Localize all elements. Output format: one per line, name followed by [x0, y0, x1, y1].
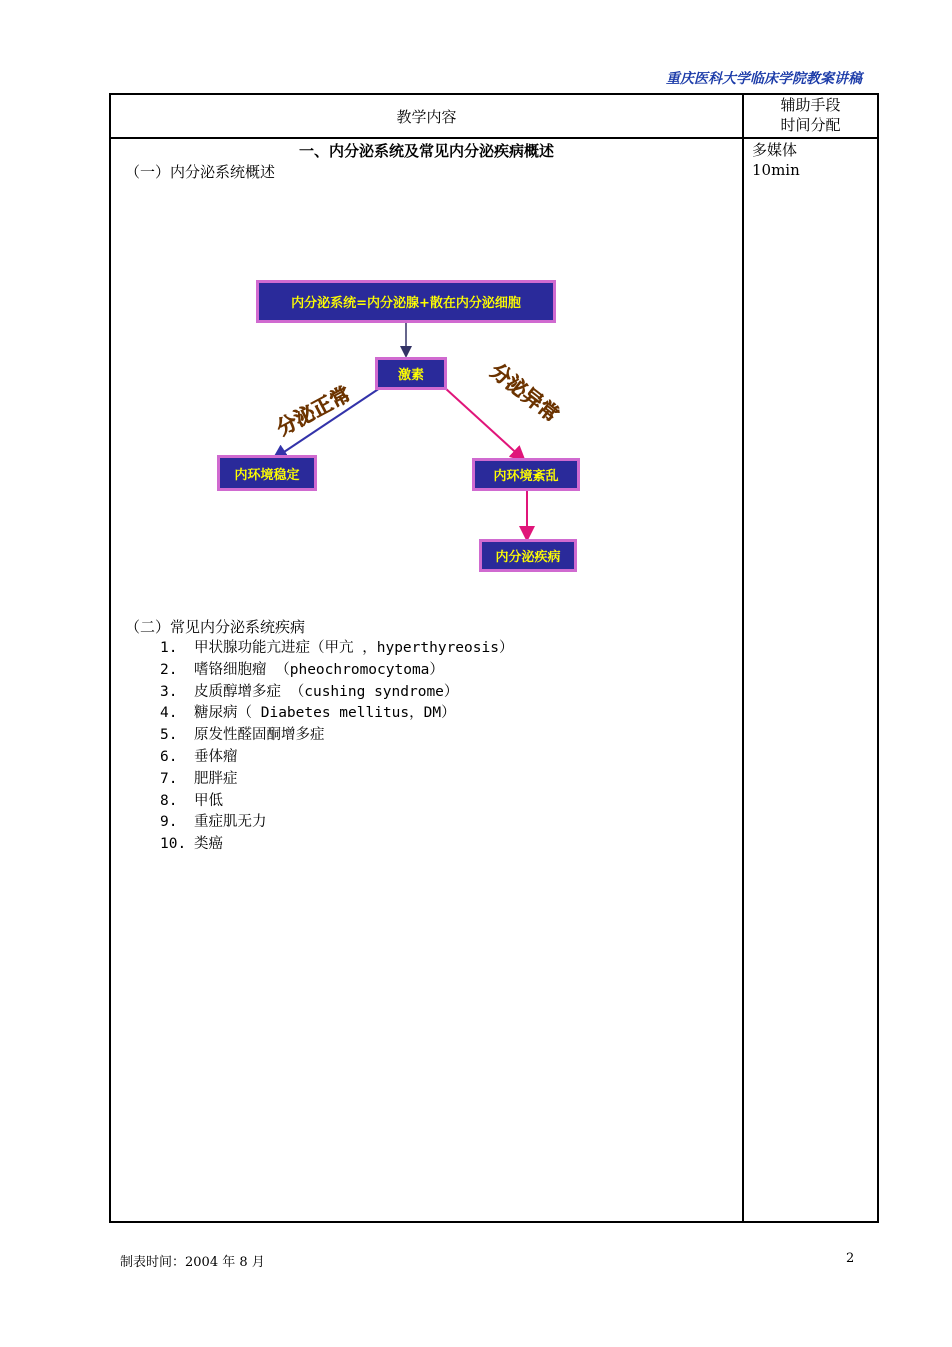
list-item: 8. 甲低 — [160, 792, 223, 809]
box-hormone: 激素 — [375, 357, 447, 390]
list-item: 2. 嗜铬细胞瘤 （pheochromocytoma） — [160, 661, 444, 678]
list-item: 7. 肥胖症 — [160, 770, 238, 787]
aids-header-line1: 辅助手段 — [780, 96, 841, 114]
endocrine-diagram — [205, 275, 605, 585]
page-number: 2 — [846, 1251, 855, 1266]
label-abnormal: 分泌异常 — [485, 358, 564, 427]
side-media: 多媒体 — [752, 141, 798, 159]
list-item: 5. 原发性醛固酮增多症 — [160, 727, 325, 744]
list-item: 4. 糖尿病（ Diabetes mellitus，DM） — [160, 705, 456, 722]
list-item: 9. 重症肌无力 — [160, 814, 267, 831]
subsection-overview: （一）内分泌系统概述 — [125, 163, 276, 181]
institution-header: 重庆医科大学临床学院教案讲稿 — [666, 71, 862, 87]
column-header-aids — [744, 95, 877, 137]
aids-header-line2: 时间分配 — [780, 116, 841, 134]
column-divider — [742, 93, 744, 1223]
footer-made-time: 制表时间：2004 年 8 月 — [120, 1255, 265, 1270]
box-endocrine-system: 内分泌系统=内分泌腺+散在内分泌细胞 — [256, 280, 556, 323]
subsection-diseases: （二）常见内分泌系统疾病 — [125, 618, 306, 636]
box-homeostasis: 内环境稳定 — [217, 455, 317, 491]
arrow-abnormal — [445, 388, 523, 459]
list-item: 6. 垂体瘤 — [160, 748, 238, 765]
label-normal: 分泌正常 — [272, 381, 355, 441]
header-divider — [109, 137, 879, 139]
side-time: 10min — [752, 161, 800, 179]
section-title: 一、内分泌系统及常见内分泌疾病概述 — [298, 142, 554, 160]
box-endocrine-disease: 内分泌疾病 — [479, 539, 577, 572]
disease-list — [160, 638, 513, 856]
list-item: 1. 甲状腺功能亢进症（甲亢 ，hyperthyreosis） — [160, 640, 514, 656]
column-header-content: 教学内容 — [396, 107, 457, 126]
box-disorder: 内环境紊乱 — [472, 458, 580, 491]
list-item: 10. 类癌 — [160, 836, 223, 853]
list-item: 3. 皮质醇增多症 （cushing syndrome） — [160, 683, 459, 700]
